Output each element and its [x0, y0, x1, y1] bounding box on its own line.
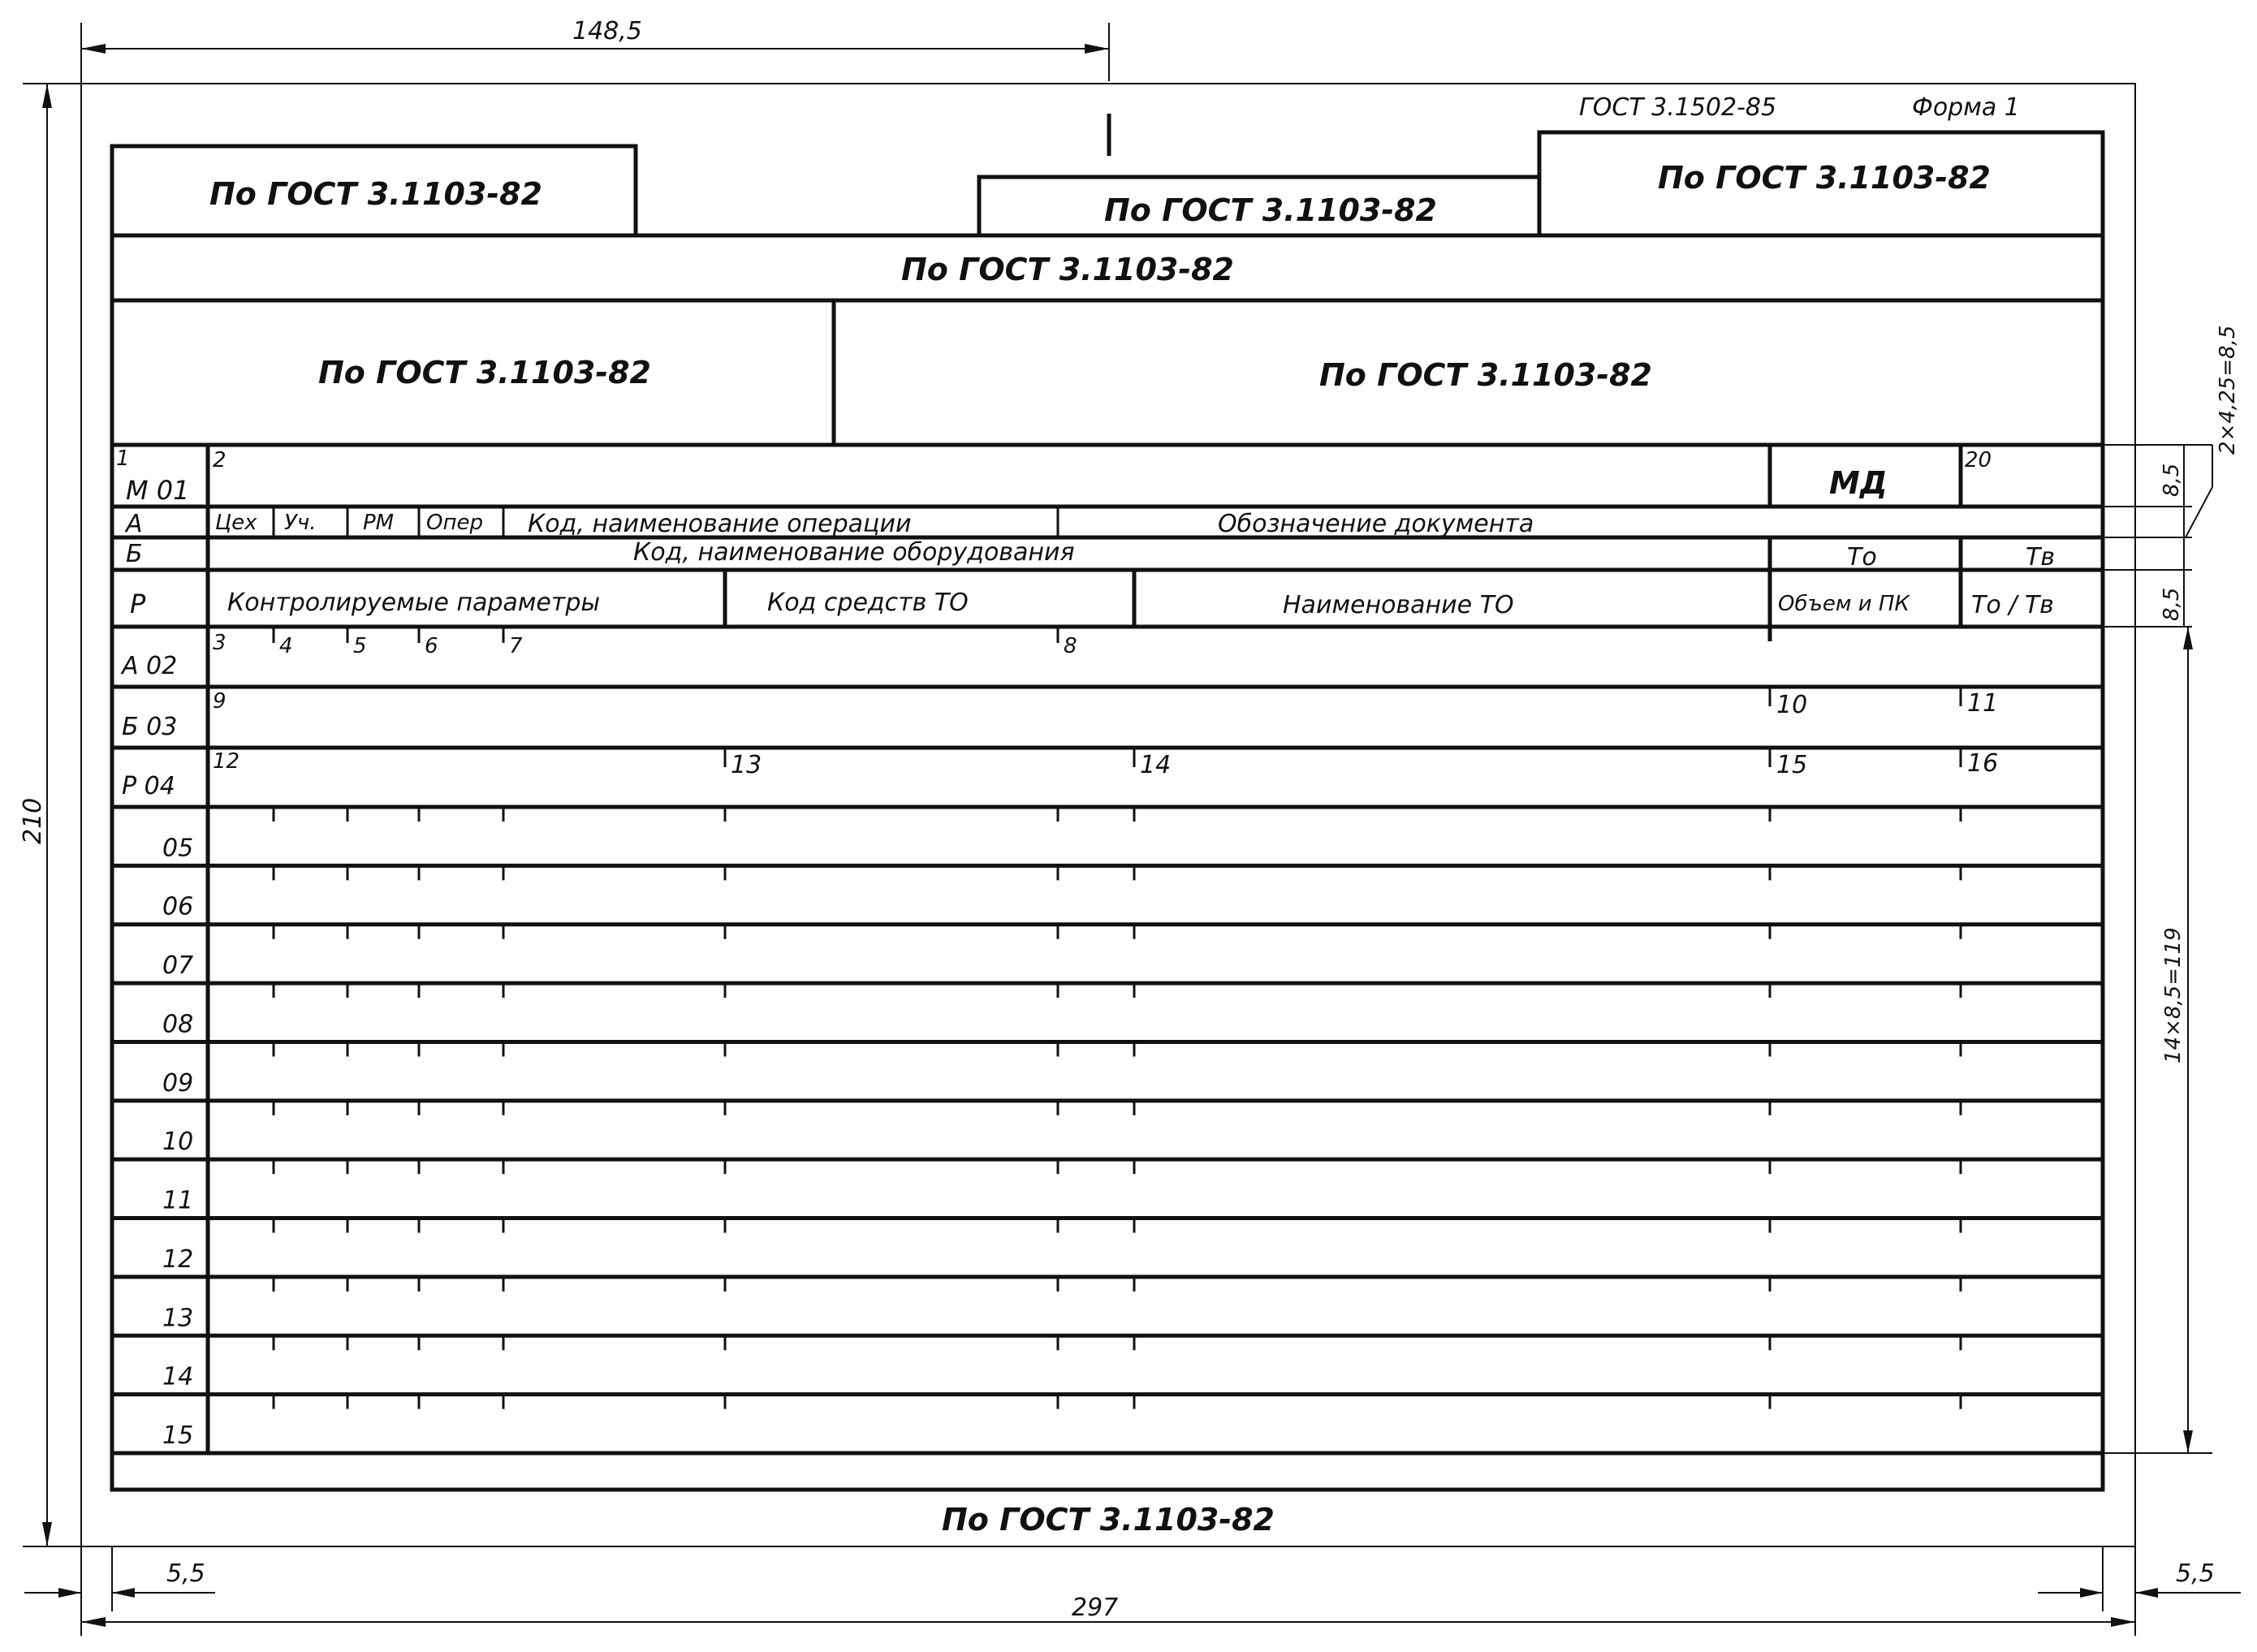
numbered-rows — [112, 807, 2103, 1450]
a-cell-operation-name: Код, наименование операции — [528, 510, 912, 538]
p04-num15: 15 — [1776, 751, 1808, 779]
row-number: 06 — [162, 892, 194, 921]
m01-num1: 1 — [116, 446, 130, 471]
dim-total-width-label: 297 — [1072, 1594, 1119, 1622]
row-b03 — [122, 687, 1998, 741]
m01-md: МД — [1829, 465, 1888, 501]
a02-num8: 8 — [1064, 634, 1077, 658]
m01-num2: 2 — [213, 448, 227, 472]
p-params: Контролируемые параметры — [227, 589, 601, 617]
stamp-full-width-text: По ГОСТ 3.1103-82 — [901, 252, 1234, 287]
row-a-header — [124, 507, 1534, 538]
row-number: 07 — [162, 951, 194, 981]
dim-half-rows-label: 2×4,25=8,5 — [2216, 325, 2240, 455]
stamp-top-middle-text: По ГОСТ 3.1103-82 — [1104, 192, 1437, 228]
row-m01 — [116, 445, 1992, 507]
dim-margin-right-label: 5,5 — [2176, 1559, 2215, 1588]
numbered-row — [112, 807, 2103, 865]
a-label: А — [126, 510, 143, 538]
dim-total-height-label: 210 — [19, 797, 47, 844]
b-tv: Тв — [2026, 543, 2056, 572]
dimension-margin-right — [2038, 1546, 2241, 1611]
row-number: 08 — [162, 1010, 194, 1039]
stamp-top-left-text: По ГОСТ 3.1103-82 — [209, 176, 542, 212]
row-p04 — [122, 748, 1998, 800]
a02-num5: 5 — [353, 634, 367, 658]
p-tot: То / Тв — [1971, 591, 2054, 619]
numbered-row — [112, 983, 2103, 1042]
sheet-outer-border — [81, 84, 2135, 1546]
dimension-half-rows — [2103, 326, 2240, 627]
dim-body-rows-label: 14×8,5=119 — [2161, 927, 2186, 1063]
numbered-row — [112, 1335, 2103, 1394]
form-frame — [112, 235, 2103, 1490]
row-number: 10 — [162, 1128, 194, 1157]
dim-margin-left-label: 5,5 — [166, 1559, 205, 1588]
row-number: 14 — [162, 1362, 194, 1391]
b-label: Б — [126, 540, 143, 568]
a02-num6: 6 — [425, 634, 438, 658]
numbered-row — [112, 1101, 2103, 1159]
a02-num4: 4 — [279, 634, 293, 658]
numbered-row — [112, 1042, 2103, 1100]
b03-label: Б 03 — [122, 713, 178, 741]
stamp-bottom-text: По ГОСТ 3.1103-82 — [942, 1502, 1275, 1538]
row-number: 09 — [162, 1068, 194, 1098]
numbered-row — [112, 1219, 2103, 1277]
row-number: 13 — [162, 1304, 194, 1333]
dimension-half-width — [81, 17, 1109, 156]
row-number: 15 — [162, 1421, 194, 1450]
p-label: Р — [130, 589, 146, 619]
p04-num14: 14 — [1140, 751, 1172, 779]
a02-num7: 7 — [509, 634, 523, 658]
numbered-row — [112, 865, 2103, 924]
a-cell-document: Обозначение документа — [1218, 510, 1534, 538]
p04-label: Р 04 — [122, 772, 175, 800]
dim-row-height-label: 8,5 — [2160, 463, 2184, 497]
b03-num10: 10 — [1776, 691, 1808, 719]
numbered-row — [112, 1159, 2103, 1218]
p-volume: Объем и ПК — [1778, 592, 1910, 616]
p04-num13: 13 — [731, 751, 762, 779]
a-cell-section: Уч. — [284, 511, 317, 535]
dimension-total-width — [81, 1546, 2135, 1636]
numbered-row — [112, 1277, 2103, 1335]
numbered-row — [162, 1395, 1961, 1450]
b03-num9: 9 — [213, 689, 227, 714]
row-number: 05 — [162, 834, 194, 863]
a-cell-workplace: РМ — [363, 511, 395, 535]
a-cell-operation: Опер — [426, 511, 483, 535]
stamp-block-right-text: По ГОСТ 3.1103-82 — [1319, 357, 1652, 393]
m01-label: М 01 — [126, 475, 190, 506]
m01-num20: 20 — [1965, 448, 1992, 472]
a02-label: А 02 — [122, 652, 178, 680]
a-cell-shop: Цех — [215, 511, 257, 535]
p04-num16: 16 — [1967, 749, 1999, 778]
dim-row-height-b-label: 8,5 — [2160, 587, 2184, 621]
numbered-row — [112, 925, 2103, 983]
row-b-header — [126, 537, 2055, 572]
dim-half-width-label: 148,5 — [572, 17, 642, 45]
header-form: Форма 1 — [1912, 93, 2020, 122]
row-number: 12 — [162, 1244, 194, 1274]
header-standard: ГОСТ 3.1502-85 — [1579, 93, 1777, 122]
b-to: То — [1847, 543, 1877, 572]
b-equipment: Код, наименование оборудования — [633, 538, 1075, 567]
row-number: 11 — [162, 1186, 194, 1215]
row-a02 — [120, 627, 1077, 680]
stamp-block-left-text: По ГОСТ 3.1103-82 — [318, 355, 651, 390]
dimension-total-height — [19, 84, 81, 1546]
p-code: Код средств ТО — [767, 589, 969, 617]
p04-num12: 12 — [213, 749, 240, 774]
a02-num3: 3 — [213, 631, 227, 655]
b03-num11: 11 — [1967, 689, 1999, 718]
stamp-top-right-text: По ГОСТ 3.1103-82 — [1658, 160, 1991, 196]
p-name: Наименование ТО — [1283, 591, 1514, 619]
dimension-margin-left — [24, 1546, 215, 1611]
dimension-body-rows — [2103, 627, 2212, 1453]
